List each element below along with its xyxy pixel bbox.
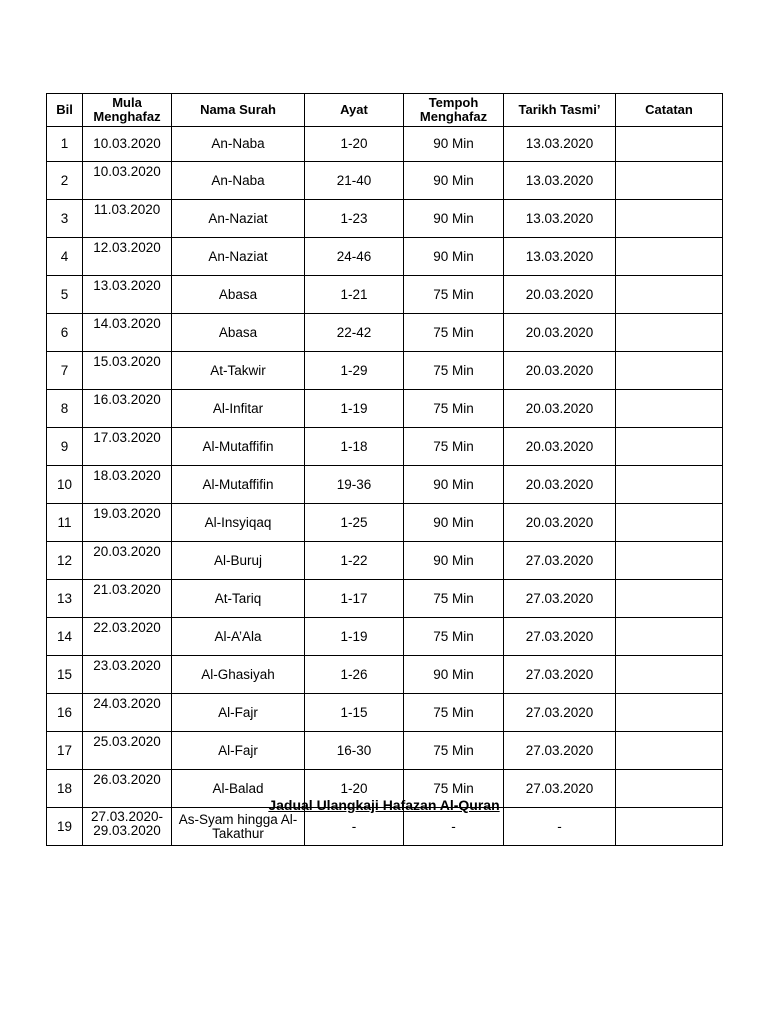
cell-nama-surah: As-Syam hingga Al-Takathur: [172, 808, 305, 846]
cell-ayat: 1-19: [305, 390, 404, 428]
cell-bil: 18: [47, 770, 83, 808]
table-row: [47, 504, 723, 542]
cell-tempoh-menghafaz: 90 Min: [404, 466, 504, 504]
cell-bil: 5: [47, 276, 83, 314]
cell-bil: 16: [47, 694, 83, 732]
cell-nama-surah: An-Naziat: [172, 200, 305, 238]
header-row: [47, 94, 723, 127]
cell-nama-surah: Al-Buruj: [172, 542, 305, 580]
table-row: [47, 656, 723, 694]
table-row: [47, 618, 723, 656]
cell-mula-menghafaz: 26.03.2020: [83, 770, 172, 808]
cell-tempoh-menghafaz: 75 Min: [404, 352, 504, 390]
cell-nama-surah: At-Tariq: [172, 580, 305, 618]
cell-ayat: 24-46: [305, 238, 404, 276]
cell-catatan: [616, 238, 723, 276]
cell-tempoh-menghafaz: 75 Min: [404, 428, 504, 466]
cell-bil: 10: [47, 466, 83, 504]
cell-mula-menghafaz: 27.03.2020- 29.03.2020: [83, 808, 172, 846]
cell-nama-surah: Al-Ghasiyah: [172, 656, 305, 694]
table-row: [47, 276, 723, 314]
table-row: [47, 542, 723, 580]
header-catatan: Catatan: [616, 94, 723, 127]
cell-nama-surah: Abasa: [172, 276, 305, 314]
cell-catatan: [616, 504, 723, 542]
table-row: [47, 127, 723, 162]
cell-tarikh-tasmi: 27.03.2020: [504, 732, 616, 770]
cell-ayat: 1-25: [305, 504, 404, 542]
cell-mula-menghafaz: 17.03.2020: [83, 428, 172, 466]
header-bil: Bil: [47, 94, 83, 127]
cell-nama-surah: Al-Infitar: [172, 390, 305, 428]
table-row: [47, 694, 723, 732]
cell-mula-menghafaz: 16.03.2020: [83, 390, 172, 428]
table-row: [47, 428, 723, 466]
cell-ayat: 1-18: [305, 428, 404, 466]
table-row: [47, 352, 723, 390]
cell-mula-menghafaz: 18.03.2020: [83, 466, 172, 504]
cell-bil: 12: [47, 542, 83, 580]
cell-mula-menghafaz: 10.03.2020: [83, 162, 172, 200]
cell-tarikh-tasmi: 20.03.2020: [504, 466, 616, 504]
table-row: [47, 238, 723, 276]
cell-catatan: [616, 656, 723, 694]
cell-ayat: 1-29: [305, 352, 404, 390]
schedule-table: [46, 93, 723, 846]
cell-bil: 13: [47, 580, 83, 618]
cell-tempoh-menghafaz: 90 Min: [404, 504, 504, 542]
cell-ayat: 1-26: [305, 656, 404, 694]
table-row: [47, 200, 723, 238]
cell-mula-menghafaz: 21.03.2020: [83, 580, 172, 618]
cell-mula-menghafaz: 22.03.2020: [83, 618, 172, 656]
cell-nama-surah: Al-Mutaffifin: [172, 428, 305, 466]
cell-catatan: [616, 314, 723, 352]
cell-catatan: [616, 732, 723, 770]
cell-ayat: 1-19: [305, 618, 404, 656]
cell-tempoh-menghafaz: 75 Min: [404, 732, 504, 770]
table-row: [47, 732, 723, 770]
cell-nama-surah: An-Naba: [172, 127, 305, 162]
cell-ayat: 22-42: [305, 314, 404, 352]
cell-mula-menghafaz: 23.03.2020: [83, 656, 172, 694]
header-mula-menghafaz: Mula Menghafaz: [83, 94, 172, 127]
cell-mula-menghafaz: 13.03.2020: [83, 276, 172, 314]
cell-tarikh-tasmi: 13.03.2020: [504, 200, 616, 238]
cell-mula-menghafaz: 25.03.2020: [83, 732, 172, 770]
cell-mula-menghafaz: 19.03.2020: [83, 504, 172, 542]
cell-catatan: [616, 580, 723, 618]
cell-ayat: 1-22: [305, 542, 404, 580]
cell-tarikh-tasmi: 13.03.2020: [504, 127, 616, 162]
cell-catatan: [616, 390, 723, 428]
cell-ayat: 1-21: [305, 276, 404, 314]
cell-tempoh-menghafaz: 90 Min: [404, 238, 504, 276]
cell-catatan: [616, 428, 723, 466]
cell-catatan: [616, 162, 723, 200]
cell-nama-surah: Al-Fajr: [172, 694, 305, 732]
cell-tempoh-menghafaz: 75 Min: [404, 390, 504, 428]
cell-catatan: [616, 200, 723, 238]
cell-bil: 4: [47, 238, 83, 276]
cell-mula-menghafaz: 20.03.2020: [83, 542, 172, 580]
cell-catatan: [616, 808, 723, 846]
cell-tarikh-tasmi: 27.03.2020: [504, 770, 616, 808]
table-body: [47, 127, 723, 846]
cell-bil: 3: [47, 200, 83, 238]
cell-nama-surah: Al-A’Ala: [172, 618, 305, 656]
cell-tarikh-tasmi: 27.03.2020: [504, 618, 616, 656]
cell-ayat: 16-30: [305, 732, 404, 770]
cell-bil: 2: [47, 162, 83, 200]
table-row: [47, 808, 723, 846]
cell-tempoh-menghafaz: 90 Min: [404, 127, 504, 162]
cell-tarikh-tasmi: 20.03.2020: [504, 276, 616, 314]
cell-mula-menghafaz: 11.03.2020: [83, 200, 172, 238]
cell-tarikh-tasmi: 20.03.2020: [504, 352, 616, 390]
cell-ayat: 1-20: [305, 127, 404, 162]
cell-mula-menghafaz: 10.03.2020: [83, 127, 172, 162]
cell-catatan: [616, 618, 723, 656]
cell-tempoh-menghafaz: 75 Min: [404, 276, 504, 314]
cell-catatan: [616, 542, 723, 580]
table-row: [47, 466, 723, 504]
cell-tempoh-menghafaz: 75 Min: [404, 770, 504, 808]
cell-nama-surah: Abasa: [172, 314, 305, 352]
cell-tarikh-tasmi: 20.03.2020: [504, 504, 616, 542]
cell-tarikh-tasmi: 20.03.2020: [504, 390, 616, 428]
cell-mula-menghafaz: 15.03.2020: [83, 352, 172, 390]
cell-bil: 19: [47, 808, 83, 846]
table-caption: Jadual Ulangkaji Hafazan Al-Quran: [268, 797, 500, 813]
cell-tempoh-menghafaz: 75 Min: [404, 314, 504, 352]
cell-bil: 17: [47, 732, 83, 770]
cell-bil: 6: [47, 314, 83, 352]
cell-tarikh-tasmi: 20.03.2020: [504, 428, 616, 466]
table-row: [47, 314, 723, 352]
cell-nama-surah: Al-Balad: [172, 770, 305, 808]
cell-bil: 9: [47, 428, 83, 466]
cell-nama-surah: An-Naziat: [172, 238, 305, 276]
cell-mula-menghafaz: 14.03.2020: [83, 314, 172, 352]
cell-tempoh-menghafaz: 90 Min: [404, 656, 504, 694]
cell-bil: 8: [47, 390, 83, 428]
cell-bil: 7: [47, 352, 83, 390]
cell-catatan: [616, 466, 723, 504]
cell-ayat: 1-17: [305, 580, 404, 618]
cell-bil: 1: [47, 127, 83, 162]
cell-tempoh-menghafaz: 75 Min: [404, 694, 504, 732]
cell-bil: 11: [47, 504, 83, 542]
cell-tempoh-menghafaz: 75 Min: [404, 580, 504, 618]
cell-mula-menghafaz: 12.03.2020: [83, 238, 172, 276]
header-tarikh-tasmi: Tarikh Tasmi’: [504, 94, 616, 127]
table-row: [47, 390, 723, 428]
cell-tarikh-tasmi: 13.03.2020: [504, 162, 616, 200]
cell-nama-surah: An-Naba: [172, 162, 305, 200]
cell-mula-menghafaz: 24.03.2020: [83, 694, 172, 732]
cell-tarikh-tasmi: -: [504, 808, 616, 846]
cell-tempoh-menghafaz: 90 Min: [404, 200, 504, 238]
cell-nama-surah: Al-Mutaffifin: [172, 466, 305, 504]
header-ayat: Ayat: [305, 94, 404, 127]
cell-nama-surah: At-Takwir: [172, 352, 305, 390]
cell-catatan: [616, 352, 723, 390]
cell-catatan: [616, 127, 723, 162]
cell-tarikh-tasmi: 13.03.2020: [504, 238, 616, 276]
table-row: [47, 162, 723, 200]
cell-tarikh-tasmi: 27.03.2020: [504, 542, 616, 580]
cell-ayat: 19-36: [305, 466, 404, 504]
cell-ayat: 1-23: [305, 200, 404, 238]
header-nama-surah: Nama Surah: [172, 94, 305, 127]
cell-tarikh-tasmi: 27.03.2020: [504, 656, 616, 694]
cell-tarikh-tasmi: 20.03.2020: [504, 314, 616, 352]
cell-nama-surah: Al-Fajr: [172, 732, 305, 770]
cell-tempoh-menghafaz: -: [404, 808, 504, 846]
cell-tempoh-menghafaz: 90 Min: [404, 162, 504, 200]
cell-nama-surah: Al-Insyiqaq: [172, 504, 305, 542]
cell-tempoh-menghafaz: 90 Min: [404, 542, 504, 580]
cell-tarikh-tasmi: 27.03.2020: [504, 694, 616, 732]
cell-catatan: [616, 694, 723, 732]
cell-ayat: -: [305, 808, 404, 846]
cell-ayat: 21-40: [305, 162, 404, 200]
cell-bil: 14: [47, 618, 83, 656]
table-row: [47, 580, 723, 618]
cell-tempoh-menghafaz: 75 Min: [404, 618, 504, 656]
cell-bil: 15: [47, 656, 83, 694]
cell-ayat: 1-15: [305, 694, 404, 732]
cell-catatan: [616, 276, 723, 314]
cell-tarikh-tasmi: 27.03.2020: [504, 580, 616, 618]
header-tempoh-menghafaz: Tempoh Menghafaz: [404, 94, 504, 127]
cell-ayat: 1-20: [305, 770, 404, 808]
